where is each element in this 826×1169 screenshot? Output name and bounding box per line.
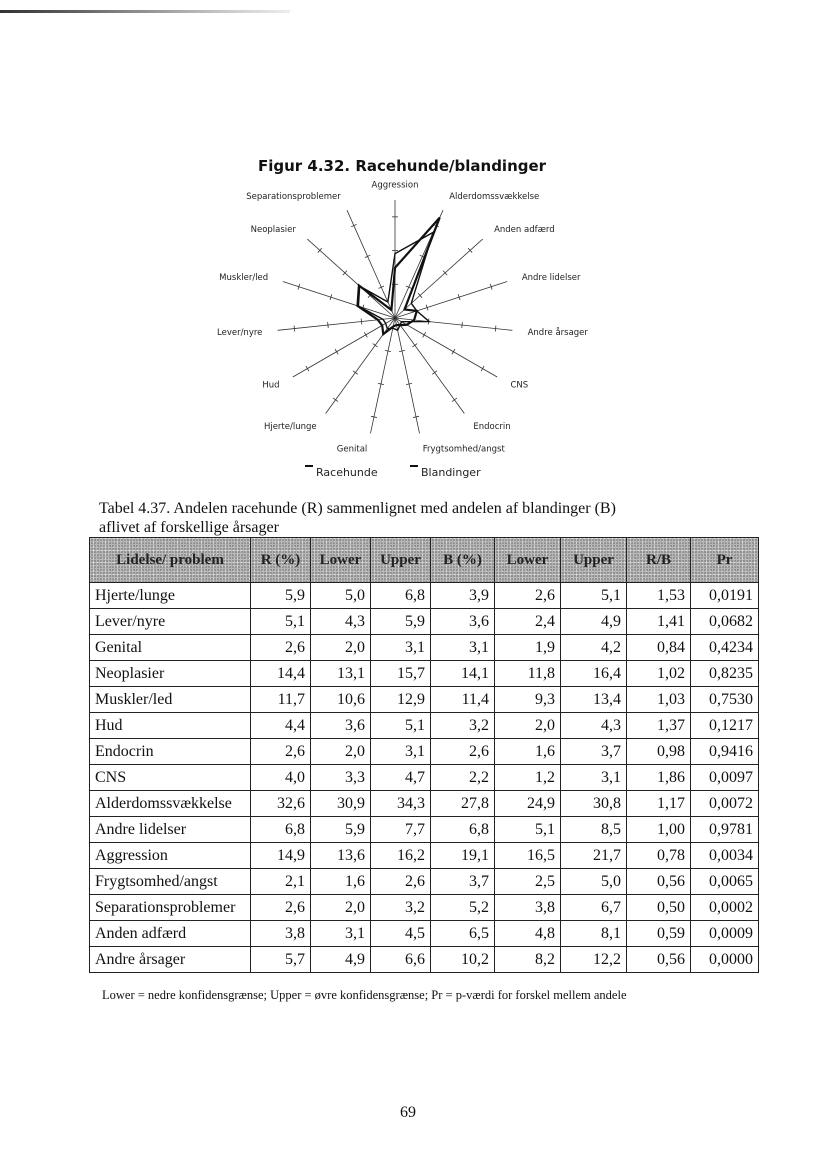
table-footnote: Lower = nedre konfidensgrænse; Upper = øvre konfidensgrænse; Pr = p-værdi for forskel mellem andele [102,988,627,1002]
table-cell: 1,6 [495,739,561,765]
table-cell: 14,4 [251,661,311,687]
radar-axis-tick [294,326,295,332]
table-row-label: Separationsproblemer [90,895,251,921]
table-cell: 6,5 [431,921,495,947]
table-row-label: Hjerte/lunge [90,583,251,609]
table-cell: 1,00 [627,817,691,843]
table-row [90,583,759,609]
radar-axis-label: Frygtsomhed/angst [422,444,505,455]
table-cell: 19,1 [431,843,495,869]
table-header-row [90,538,759,583]
table-cell: 2,1 [251,869,311,895]
table-cell: 0,78 [627,843,691,869]
table-cell: 0,1217 [691,713,759,739]
table-cell: 3,7 [561,739,627,765]
table-cell: 3,8 [495,895,561,921]
radar-axis-label: Anden adfærd [494,224,555,235]
table-header-cell: Upper [561,538,627,583]
radar-axis-label: Neoplasier [250,224,296,235]
data-table [89,537,759,973]
table-cell: 3,7 [431,869,495,895]
page-number: 69 [400,1104,416,1121]
legend-label: Blandinger [421,466,481,479]
table-cell: 5,2 [431,895,495,921]
table-cell: 1,9 [495,635,561,661]
radar-axis-tick [462,322,463,328]
table-row [90,635,759,661]
radar-axis-line [395,239,483,318]
table-cell: 0,0000 [691,947,759,973]
table-row [90,843,759,869]
table-cell: 5,7 [251,947,311,973]
table-cell: 6,8 [371,583,431,609]
table-row-label: Andre årsager [90,947,251,973]
table-cell: 0,0682 [691,609,759,635]
figure-title: Figur 4.32. Racehunde/blandinger [258,157,547,175]
table-cell: 2,6 [431,739,495,765]
table-row [90,765,759,791]
radar-axis-tick [353,371,358,375]
table-cell: 24,9 [495,791,561,817]
table-cell: 3,1 [371,739,431,765]
table-cell: 0,9416 [691,739,759,765]
table-cell: 4,9 [311,947,371,973]
table-cell: 2,0 [311,635,371,661]
table-cell: 1,17 [627,791,691,817]
table-cell: 12,2 [561,947,627,973]
radar-chart [216,178,588,488]
radar-axis-tick [423,332,426,337]
radar-axis-label: Muskler/led [219,272,269,283]
table-header-cell: Lower [311,538,371,583]
radar-axis-label: CNS [510,380,529,391]
table-cell: 3,1 [311,921,371,947]
table-caption: Tabel 4.37. Andelen racehunde (R) sammenlignet med andelen af blandinger (B) aflivet af forskellige årsager [99,500,616,536]
table-cell: 5,9 [311,817,371,843]
radar-axis-tick [373,344,378,348]
table-cell: 0,0191 [691,583,759,609]
table-cell: 4,9 [561,609,627,635]
table-cell: 5,1 [251,609,311,635]
scan-artifact-line [0,10,290,13]
table-cell: 5,1 [371,713,431,739]
radar-axis-tick [432,371,437,375]
table-cell: 5,1 [561,583,627,609]
table-cell: 14,9 [251,843,311,869]
radar-axis-label: Andre lidelser [521,272,581,283]
table-row-label: Alderdomssvækkelse [90,791,251,817]
table-cell: 2,5 [495,869,561,895]
table-row [90,791,759,817]
table-cell: 5,0 [561,869,627,895]
radar-axis-label: Hjerte/lunge [263,421,317,432]
table-cell: 2,6 [371,869,431,895]
table-cell: 1,53 [627,583,691,609]
table-cell: 16,5 [495,843,561,869]
table-cell: 3,3 [311,765,371,791]
table-cell: 3,2 [371,895,431,921]
table-cell: 21,7 [561,843,627,869]
table-cell: 13,1 [311,661,371,687]
table-cell: 4,5 [371,921,431,947]
table-cell: 3,6 [431,609,495,635]
radar-axis-tick [481,366,484,371]
table-cell: 1,6 [311,869,371,895]
radar-axis-tick [361,319,362,325]
table-cell: 6,6 [371,947,431,973]
table-cell: 3,1 [371,635,431,661]
table-cell: 13,6 [311,843,371,869]
radar-axis-tick [452,349,455,354]
table-cell: 5,0 [311,583,371,609]
table-row [90,687,759,713]
table-cell: 0,0034 [691,843,759,869]
table-cell: 9,3 [495,687,561,713]
table-row [90,895,759,921]
table-cell: 6,7 [561,895,627,921]
table-cell: 4,2 [561,635,627,661]
table-cell: 1,03 [627,687,691,713]
radar-axis-tick [328,322,329,328]
table-cell: 8,1 [561,921,627,947]
table-body [90,583,759,973]
radar-axis-label: Separationsproblemer [246,192,341,203]
table-row-label: Endocrin [90,739,251,765]
table-cell: 6,8 [431,817,495,843]
radar-axis-tick [412,344,417,348]
table-header-cell: Pr [691,538,759,583]
table-row [90,609,759,635]
table-cell: 2,2 [431,765,495,791]
table-cell: 0,0002 [691,895,759,921]
radar-axis-label: Genital [336,444,368,455]
legend-label: Racehunde [316,466,378,479]
table-cell: 7,7 [371,817,431,843]
table-cell: 4,3 [311,609,371,635]
radar-axis-label: Aggression [371,180,419,191]
table-cell: 0,84 [627,635,691,661]
table-header-cell: B (%) [431,538,495,583]
table-row [90,947,759,973]
radar-axis-tick [495,326,496,332]
radar-axis-label: Andre årsager [527,327,588,338]
table-row-label: Hud [90,713,251,739]
table-cell: 4,7 [371,765,431,791]
table-cell: 2,0 [495,713,561,739]
table-cell: 0,7530 [691,687,759,713]
table-row-label: Genital [90,635,251,661]
table-cell: 10,6 [311,687,371,713]
table-cell: 0,0065 [691,869,759,895]
table-cell: 0,0009 [691,921,759,947]
table-cell: 10,2 [431,947,495,973]
table-cell: 2,6 [251,895,311,921]
table-cell: 1,2 [495,765,561,791]
table-cell: 16,2 [371,843,431,869]
table-cell: 3,6 [311,713,371,739]
table-row [90,713,759,739]
table-cell: 32,6 [251,791,311,817]
table-cell: 27,8 [431,791,495,817]
table-row-label: Andre lidelser [90,817,251,843]
table-cell: 8,5 [561,817,627,843]
table-cell: 1,02 [627,661,691,687]
table-cell: 0,56 [627,947,691,973]
table-cell: 8,2 [495,947,561,973]
table-cell: 0,50 [627,895,691,921]
table-cell: 30,9 [311,791,371,817]
table-cell: 15,7 [371,661,431,687]
table-header-cell: Upper [371,538,431,583]
table-cell: 2,6 [251,739,311,765]
table-cell: 4,4 [251,713,311,739]
table-cell: 5,1 [495,817,561,843]
data-table-container [89,537,759,973]
radar-axis-label: Lever/nyre [216,327,263,338]
table-cell: 12,9 [371,687,431,713]
table-cell: 2,0 [311,895,371,921]
table-cell: 0,4234 [691,635,759,661]
table-cell: 0,0072 [691,791,759,817]
table-cell: 34,3 [371,791,431,817]
table-row [90,921,759,947]
table-cell: 6,8 [251,817,311,843]
table-cell: 3,1 [431,635,495,661]
radar-axis-line [307,239,395,318]
table-header-cell: R (%) [251,538,311,583]
table-cell: 4,3 [561,713,627,739]
radar-axis-label: Alderdomssvækkelse [449,192,540,203]
table-cell: 1,86 [627,765,691,791]
table-cell: 2,0 [311,739,371,765]
table-cell: 13,4 [561,687,627,713]
table-cell: 0,8235 [691,661,759,687]
table-cell: 5,9 [251,583,311,609]
table-cell: 0,0097 [691,765,759,791]
table-row-label: Aggression [90,843,251,869]
table-cell: 0,9781 [691,817,759,843]
table-cell: 1,41 [627,609,691,635]
radar-axis-tick [452,398,457,402]
table-row-label: Anden adfærd [90,921,251,947]
table-cell: 0,59 [627,921,691,947]
radar-axis-tick [364,332,367,337]
radar-axis-label: Endocrin [473,421,511,432]
table-cell: 1,37 [627,713,691,739]
table-header-cell: R/B [627,538,691,583]
table-cell: 4,8 [495,921,561,947]
table-cell: 3,1 [561,765,627,791]
table-row-label: Frygtsomhed/angst [90,869,251,895]
table-cell: 16,4 [561,661,627,687]
table-row [90,817,759,843]
table-row-label: CNS [90,765,251,791]
table-cell: 11,8 [495,661,561,687]
table-cell: 5,9 [371,609,431,635]
table-row [90,869,759,895]
table-cell: 4,0 [251,765,311,791]
table-cell: 14,1 [431,661,495,687]
radar-axis-tick [335,349,338,354]
table-cell: 0,56 [627,869,691,895]
table-header-cell: Lower [495,538,561,583]
radar-axis-label: Hud [262,380,280,391]
table-row [90,661,759,687]
table-row-label: Neoplasier [90,661,251,687]
table-header-cell: Lidelse/ problem [90,538,251,583]
table-cell: 3,9 [431,583,495,609]
table-cell: 30,8 [561,791,627,817]
table-cell: 11,4 [431,687,495,713]
table-row [90,739,759,765]
table-cell: 2,6 [495,583,561,609]
table-row-label: Lever/nyre [90,609,251,635]
table-cell: 0,98 [627,739,691,765]
table-cell: 2,6 [251,635,311,661]
radar-axis-tick [306,366,309,371]
table-cell: 11,7 [251,687,311,713]
table-cell: 3,2 [431,713,495,739]
table-row-label: Muskler/led [90,687,251,713]
radar-axis-tick [333,398,338,402]
table-cell: 2,4 [495,609,561,635]
table-cell: 3,8 [251,921,311,947]
